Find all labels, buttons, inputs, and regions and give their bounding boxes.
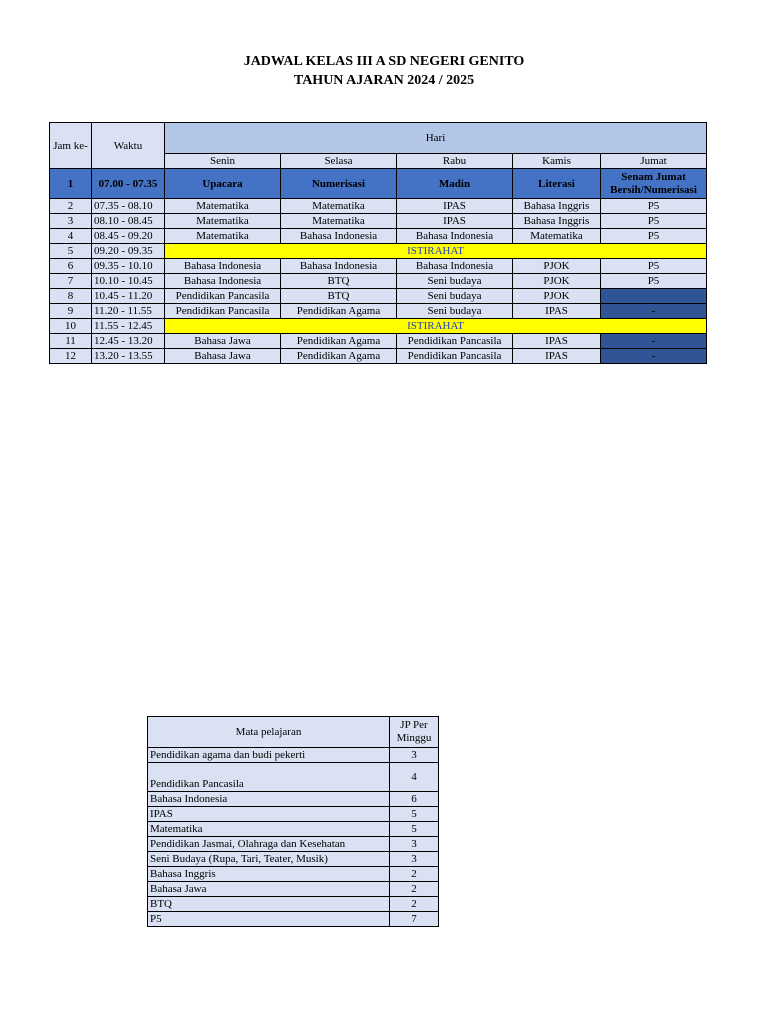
header-jam: Jam ke- [50, 123, 92, 169]
schedule-table [49, 122, 707, 364]
subject-cell: Seni budaya [397, 304, 513, 319]
schedule-row [50, 334, 707, 349]
jp-row [148, 852, 439, 867]
waktu-cell: 13.20 - 13.55 [92, 349, 165, 364]
jp-subject-cell: Bahasa Jawa [148, 882, 390, 897]
subject-cell: P5 [601, 214, 707, 229]
subject-cell: IPAS [513, 334, 601, 349]
subject-cell: Seni budaya [397, 274, 513, 289]
subject-cell: Pendidikan Pancasila [397, 334, 513, 349]
schedule-row [50, 349, 707, 364]
header-day: Kamis [513, 154, 601, 169]
jp-value-cell: 2 [390, 882, 439, 897]
jp-subject-cell: Pendidikan Jasmai, Olahraga dan Kesehatan [148, 837, 390, 852]
jp-value-cell: 2 [390, 867, 439, 882]
subject-cell: Pendidikan Pancasila [165, 289, 281, 304]
jp-header-row [148, 717, 439, 748]
subject-cell: Madin [397, 169, 513, 199]
subject-cell: Bahasa Inggris [513, 199, 601, 214]
subject-cell: Pendidikan Agama [281, 334, 397, 349]
jp-subject-cell: Bahasa Inggris [148, 867, 390, 882]
jp-row [148, 867, 439, 882]
subject-cell: PJOK [513, 289, 601, 304]
subject-cell: Pendidikan Agama [281, 349, 397, 364]
jp-subject-cell: BTQ [148, 897, 390, 912]
jp-row [148, 882, 439, 897]
waktu-cell: 12.45 - 13.20 [92, 334, 165, 349]
break-cell: ISTIRAHAT [165, 244, 707, 259]
jam-cell: 9 [50, 304, 92, 319]
jam-cell: 11 [50, 334, 92, 349]
subject-cell: - [601, 334, 707, 349]
jp-value-cell: 3 [390, 852, 439, 867]
waktu-cell: 07.35 - 08.10 [92, 199, 165, 214]
subject-cell: Literasi [513, 169, 601, 199]
subject-cell: PJOK [513, 259, 601, 274]
subject-cell: Matematika [165, 214, 281, 229]
schedule-row [50, 244, 707, 259]
jp-row [148, 792, 439, 807]
academic-year-title: TAHUN AJARAN 2024 / 2025 [293, 73, 475, 88]
schedule-row [50, 199, 707, 214]
waktu-cell: 07.00 - 07.35 [92, 169, 165, 199]
subject-cell: PJOK [513, 274, 601, 289]
waktu-cell: 08.45 - 09.20 [92, 229, 165, 244]
waktu-cell: 08.10 - 08.45 [92, 214, 165, 229]
subject-cell: Seni budaya [397, 289, 513, 304]
subject-cell: Matematika [513, 229, 601, 244]
subject-cell [601, 289, 707, 304]
subject-cell: Matematika [165, 229, 281, 244]
subject-cell: Matematika [281, 214, 397, 229]
subject-cell: Matematika [165, 199, 281, 214]
subject-cell: IPAS [397, 214, 513, 229]
waktu-cell: 09.20 - 09.35 [92, 244, 165, 259]
subject-cell: Bahasa Indonesia [165, 274, 281, 289]
jp-value-cell: 3 [390, 748, 439, 763]
subject-cell: Bahasa Jawa [165, 334, 281, 349]
jp-subject-cell: Pendidikan Pancasila [148, 763, 390, 792]
jp-subject-cell: Bahasa Indonesia [148, 792, 390, 807]
schedule-row [50, 274, 707, 289]
jam-cell: 12 [50, 349, 92, 364]
schedule-row [50, 214, 707, 229]
schedule-row [50, 304, 707, 319]
jp-value-cell: 2 [390, 897, 439, 912]
subject-cell: P5 [601, 229, 707, 244]
subject-cell: - [601, 349, 707, 364]
jp-value-cell: 3 [390, 837, 439, 852]
waktu-cell: 11.55 - 12.45 [92, 319, 165, 334]
jam-cell: 2 [50, 199, 92, 214]
subject-cell: Bahasa Indonesia [397, 229, 513, 244]
jp-row [148, 897, 439, 912]
jp-value-cell: 4 [390, 763, 439, 792]
jam-cell: 6 [50, 259, 92, 274]
jam-cell: 10 [50, 319, 92, 334]
jam-cell: 4 [50, 229, 92, 244]
waktu-cell: 10.10 - 10.45 [92, 274, 165, 289]
header-day: Senin [165, 154, 281, 169]
jp-row [148, 748, 439, 763]
jp-header-jp: JP Per Minggu [390, 717, 439, 748]
schedule-first-row [50, 169, 707, 199]
header-hari: Hari [165, 123, 707, 154]
subject-cell: Numerisasi [281, 169, 397, 199]
subject-cell: Pendidikan Pancasila [165, 304, 281, 319]
document-title: JADWAL KELAS III A SD NEGERI GENITO [243, 54, 525, 69]
jp-value-cell: 6 [390, 792, 439, 807]
jp-subject-cell: Pendidikan agama dan budi pekerti [148, 748, 390, 763]
jp-row [148, 837, 439, 852]
jp-subject-cell: Seni Budaya (Rupa, Tari, Teater, Musik) [148, 852, 390, 867]
jp-subject-cell: IPAS [148, 807, 390, 822]
schedule-row [50, 319, 707, 334]
jp-row [148, 912, 439, 927]
waktu-cell: 10.45 - 11.20 [92, 289, 165, 304]
jp-row [148, 763, 439, 792]
jp-value-cell: 5 [390, 822, 439, 837]
header-day: Jumat [601, 154, 707, 169]
jam-cell: 7 [50, 274, 92, 289]
jp-table [147, 716, 439, 927]
subject-cell: Matematika [281, 199, 397, 214]
subject-cell: P5 [601, 274, 707, 289]
jp-value-cell: 7 [390, 912, 439, 927]
schedule-row [50, 289, 707, 304]
jp-subject-cell: P5 [148, 912, 390, 927]
jam-cell: 8 [50, 289, 92, 304]
schedule-row [50, 229, 707, 244]
schedule-row [50, 259, 707, 274]
subject-cell: P5 [601, 259, 707, 274]
break-cell: ISTIRAHAT [165, 319, 707, 334]
subject-cell: Senam Jumat Bersih/Numerisasi [601, 169, 707, 199]
subject-cell: Bahasa Indonesia [281, 229, 397, 244]
jam-cell: 3 [50, 214, 92, 229]
subject-cell: IPAS [513, 304, 601, 319]
jam-cell: 5 [50, 244, 92, 259]
waktu-cell: 09.35 - 10.10 [92, 259, 165, 274]
header-day: Rabu [397, 154, 513, 169]
subject-cell: BTQ [281, 289, 397, 304]
subject-cell: Bahasa Inggris [513, 214, 601, 229]
jp-subject-cell: Matematika [148, 822, 390, 837]
header-waktu: Waktu [92, 123, 165, 169]
subject-cell: Bahasa Indonesia [397, 259, 513, 274]
subject-cell: Upacara [165, 169, 281, 199]
subject-cell: Bahasa Indonesia [281, 259, 397, 274]
header-day: Selasa [281, 154, 397, 169]
jp-row [148, 822, 439, 837]
subject-cell: Pendidikan Pancasila [397, 349, 513, 364]
jam-cell: 1 [50, 169, 92, 199]
subject-cell: - [601, 304, 707, 319]
subject-cell: P5 [601, 199, 707, 214]
schedule-header-row [50, 123, 707, 154]
jp-row [148, 807, 439, 822]
subject-cell: Bahasa Jawa [165, 349, 281, 364]
subject-cell: IPAS [397, 199, 513, 214]
jp-value-cell: 5 [390, 807, 439, 822]
jp-header-subject: Mata pelajaran [148, 717, 390, 748]
subject-cell: IPAS [513, 349, 601, 364]
subject-cell: Bahasa Indonesia [165, 259, 281, 274]
waktu-cell: 11.20 - 11.55 [92, 304, 165, 319]
subject-cell: BTQ [281, 274, 397, 289]
subject-cell: Pendidikan Agama [281, 304, 397, 319]
